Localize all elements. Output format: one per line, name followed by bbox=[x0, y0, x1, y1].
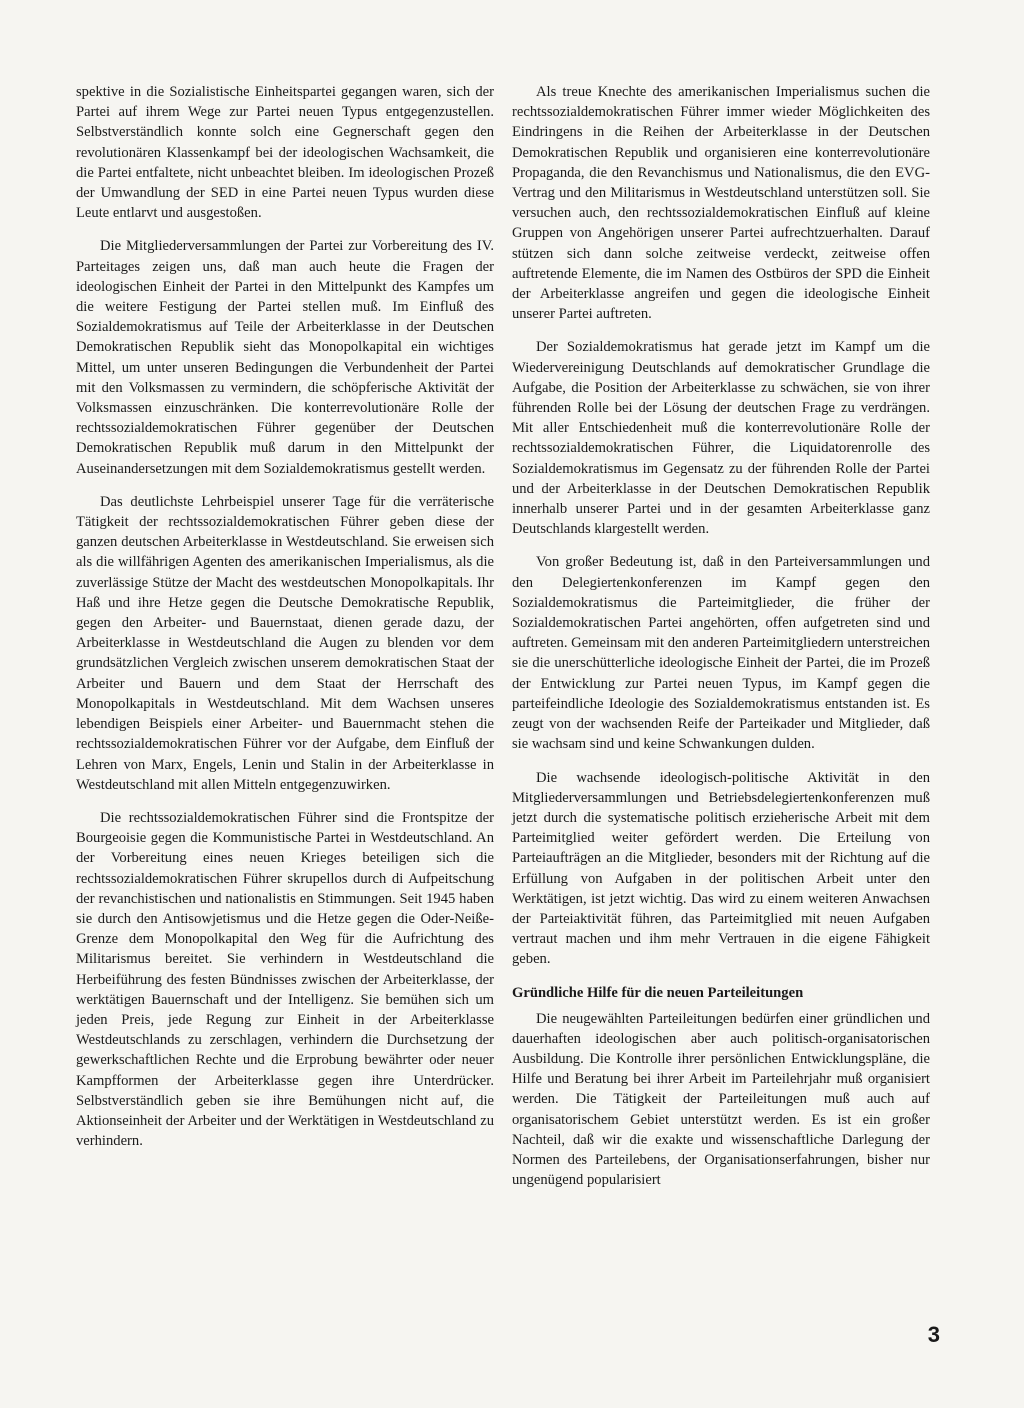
left-column bbox=[76, 82, 494, 1164]
paragraph: Die Mitgliederversammlungen der Partei zur Vorbereitung des IV. Parteitages zeigen uns, daß man auch heute die Fragen der ideologischen Einheit der Partei in den Mittelpunkt des Kampfes um die weitere Festigung der Partei stellen muß. Im Einfluß des Sozialdemokratismus auf Teile der Arbeiterklasse in der Deutschen Demokratischen Republik sieht das Monopolkapital ein wichtiges Mittel, um unter unseren Bedingungen die Verbundenheit der Partei mit den Volksmassen zu vermindern, die schöpferische Aktivität der Volksmassen einzuschränken. Die konterrevolutionäre Rolle der rechtssozialdemokratischen Führer gegenüber der Deutschen Demokratischen Republik muß darum in den Mittelpunkt der Auseinandersetzungen mit dem Sozialdemokratismus gestellt werden. bbox=[76, 238, 494, 477]
paragraph: spektive in die Sozialistische Einheitspartei gegangen waren, sich der Partei auf ihrem Wege zur Partei neuen Typus entgegenzustellen. Selbstverständlich konnte solch eine Gegnerschaft gegen den revolutionären Klassenkampf bei der ideologischen Wachsamkeit, die die Partei entfaltete, nicht unbeachtet bleiben. Im ideologischen Prozeß der Umwandlung der SED in eine Partei neuen Typus wurden diese Leute entlarvt und ausgestoßen. bbox=[76, 84, 494, 222]
paragraph: Von großer Bedeutung ist, daß in den Parteiversammlungen und den Delegiertenkonferenzen im Kampf gegen den Sozialdemokratismus die Parteimitglieder, die früher der Sozialdemokratischen Partei angehörten, offen aufgetreten sind und auftreten. Gemeinsam mit den anderen Parteimitgliedern unterstreichen sie die unerschütterliche ideologische Einheit der Partei, die im Prozeß der Entwicklung zur Partei neuen Typus, im Kampf gegen die parteifeindliche Ideologie des Sozialdemokratismus entstanden ist. Es zeugt von der wachsenden Reife der Parteikader und Mitglieder, daß sie wachsam sind und keine Schwankungen dulden. bbox=[512, 554, 930, 753]
paragraph: Die wachsende ideologisch-politische Aktivität in den Mitgliederversammlungen und Betriebsdelegiertenkonferenzen muß jetzt durch die systematische politisch erzieherische Arbeit mit dem Parteimitglied weiter gefördert werden. Die Erteilung von Parteiaufträgen an die Mitglieder, besonders mit der Richtung auf die Erfüllung von Aufgaben in der politischen Arbeit unter den Werktätigen, ist jetzt wichtig. Das wird zu einem weiteren Anwachsen der Parteiaktivität führen, das Parteimitglied mit neuen Aufgaben vertraut machen und ihm mehr Vertrauen in die eigene Fähigkeit geben. bbox=[512, 769, 930, 968]
paragraph: Die neugewählten Parteileitungen bedürfen einer gründlichen und dauerhaften ideologischen aber auch politisch-organisatorischen Ausbildung. Die Kontrolle ihrer persönlichen Entwicklungspläne, die Hilfe und Beratung bei ihrer Arbeit im Parteilehrjahr muß organisiert werden. Die Tätigkeit der Parteileitungen muß auch auf organisatorischem Gebiet unterstützt werden. Es ist ein großer Nachteil, daß wir die exakte und wissenschaftliche Darlegung der Normen des Parteilebens, der Organisationserfahrungen, bisher nur ungenügend popularisiert bbox=[512, 1010, 930, 1189]
paragraph: Das deutlichste Lehrbeispiel unserer Tage für die verräterische Tätigkeit der rechtssozialdemokratischen Führer geben diese der ganzen deutschen Arbeiterklasse in Westdeutschland. Sie erweisen sich als die willfährigen Agenten des amerikanischen Imperialismus, als die zuverlässige Stütze der Macht des westdeutschen Monopolkapitals. Ihr Haß und ihre Hetze gegen die Deutsche Demokratische Republik, gegen den Arbeiter- und Bauernstaat, dienen gerade dazu, der Arbeiterklasse in Westdeutschland die Augen zu blenden vor dem grundsätzlichen Vergleich zwischen unserem demokratischen Staat der Arbeiter und Bauern und dem Staat der Herrschaft des Monopolkapitals in Westdeutschland. Mit dem Wachsen unseres lebendigen Beispiels einer Arbeiter- und Bauernmacht stehen die rechtssozialdemokratischen Führer vor der Aufgabe, dem Einfluß der Lehren von Marx, Engels, Lenin und Stalin in der Arbeiterklasse in Westdeutschland mit allen Mitteln entgegenzuwirken. bbox=[76, 493, 494, 793]
right-column bbox=[512, 82, 930, 1203]
paragraph: Als treue Knechte des amerikanischen Imperialismus suchen die rechtssozialdemokratischen Führer immer wieder Möglichkeiten des Eindringens in die Reihen der Arbeiterklasse in der Deutschen Demokratischen Republik und organisieren eine konterrevolutionäre Propaganda, die den Revanchismus und Nationalismus, die den EVG-Vertrag und den Militarismus in Westdeutschland unterstützen soll. Sie versuchen auch, den rechtssozialdemokratischen Einfluß auf kleine Gruppen von Angehörigen unserer Partei aufrechtzuerhalten. Darauf stützen sich dann solche zeitweise verdeckt, zeitweise offen auftretende Elemente, die im Namen des Ostbüros der SPD die Einheit der Arbeiterklasse angreifen und gegen die ideologische Einheit unserer Partei auftreten. bbox=[512, 84, 930, 323]
section-heading: Gründliche Hilfe für die neuen Parteileitungen bbox=[512, 984, 804, 1001]
page-number: 3 bbox=[927, 1322, 940, 1347]
paragraph: Der Sozialdemokratismus hat gerade jetzt im Kampf um die Wiedervereinigung Deutschlands auf demokratischer Grundlage die Aufgabe, die Position der Arbeiterklasse zu schwächen, sie von ihrer führenden Rolle bei der Lösung der deutschen Frage zu verdrängen. Mit aller Entschiedenheit muß die konterrevolutionäre Rolle der rechtssozialdemokratischen Führer, die Liquidatorenrolle des Sozialdemokratismus im Gegensatz zu der führenden Rolle der Partei und der Arbeiterklasse in der Deutschen Demokratischen Republik innerhalb unserer Partei und in der gesamten Arbeiterklasse ganz Deutschlands klargestellt werden. bbox=[512, 339, 930, 538]
paragraph: Die rechtssozialdemokratischen Führer sind die Frontspitze der Bourgeoisie gegen die Kommunistische Partei in Westdeutschland. An der Vorbereitung eines neuen Krieges beteiligen sich die rechtssozialdemokratischen Führer skrupellos durch di Aufpeitschung der revanchistischen und nationalistis en Stimmungen. Seit 1945 haben sie durch den Antisowjetismus und die Hetze gegen die Oder-Neiße-Grenze dem Monopolkapital den Weg für die Aufrichtung des Militarismus bereitet. Sie verhindern in Westdeutschland die Herbeiführung des festen Bündnisses zwischen der Arbeiterklasse, der werktätigen Bauernschaft und der Intelligenz. Sie bemühen sich um jeden Preis, jede Regung zur Einheit in der Arbeiterklasse Westdeutschlands zu zerschlagen, verhindern die Durchsetzung der gewerkschaftlichen Rechte und die Erprobung bewährter oder neuer Kampfformen der Arbeiterklasse gegen ihre Unterdrücker. Selbstverständlich geben sie ihre Bemühungen nicht auf, die Aktionseinheit der Arbeiter und der Werktätigen in Westdeutschland zu verhindern. bbox=[76, 809, 494, 1150]
